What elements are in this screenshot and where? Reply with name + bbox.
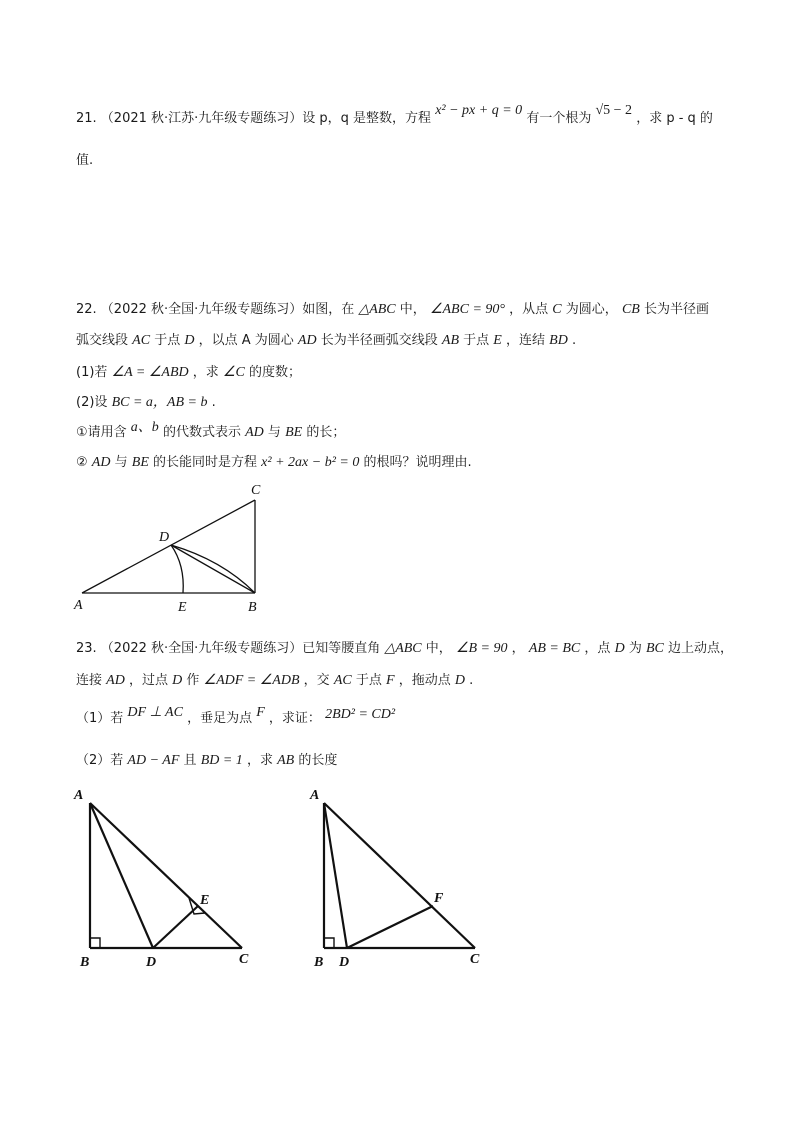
q23-fig2-label-d: D xyxy=(339,955,350,970)
q23-part1: （1）若 DF ⊥ AC ，垂足为点 F ，求证： 2BD² = CD² xyxy=(76,705,396,726)
q21-root: √5 − 2 xyxy=(595,103,633,118)
q22-label-b: B xyxy=(248,600,257,615)
q23-fig1-label-b: B xyxy=(80,955,90,970)
q23-fig2-label-b: B xyxy=(314,955,324,970)
q23-fig2-label-a: A xyxy=(310,788,320,803)
q22-part1: (1)若 ∠A = ∠ABD ，求 ∠C 的度数； xyxy=(76,365,301,380)
q23-fig1-label-c: C xyxy=(239,952,249,967)
q23-fig1-label-a: A xyxy=(74,788,84,803)
q23-line1: 23. （2022 秋·全国·九年级专题练习）已知等腰直角 △ABC 中， ∠B = 90 ， AB = BC ，点 D 为 BC 边上动点， xyxy=(76,641,734,656)
q22-label-c: C xyxy=(251,483,261,498)
q22-part2: (2)设 BC = a，AB = b . xyxy=(76,395,216,410)
q23-fig2-label-f: F xyxy=(434,891,444,906)
q22-line2: 弧交线段 AC 于点 D ，以点 A 为圆心 AD 长为半径画弧交线段 AB 于点 E ，连结 BD . xyxy=(76,333,577,348)
q22-line1: 22. （2022 秋·全国·九年级专题练习）如图，在 △ABC 中， ∠ABC = 90° ，从点 C 为圆心， CB 长为半径画 xyxy=(76,302,709,317)
q22-label-d: D xyxy=(159,530,170,545)
q22-label-a: A xyxy=(74,598,83,613)
q22-label-e: E xyxy=(178,600,187,615)
q21-equation: x² − px + q = 0 xyxy=(435,103,523,118)
q22-sub1: ①请用含 a、b 的代数式表示 AD 与 BE 的长； xyxy=(76,420,346,440)
q23-fig2-label-c: C xyxy=(470,952,480,967)
q22-side-ac xyxy=(82,500,255,593)
q21-line2: 值. xyxy=(76,153,94,168)
q23-line2: 连接 AD ，过点 D 作 ∠ADF = ∠ADB ，交 AC 于点 F ，拖动点 D . xyxy=(76,673,474,688)
q21-line1: 21. （2021 秋·江苏·九年级专题练习）设 p，q 是整数，方程 x² − px + q = 0 有一个根为 √5 − 2 ，求 p - q 的 xyxy=(76,103,713,126)
q23-part2: （2）若 AD − AF 且 BD = 1 ，求 AB 的长度 xyxy=(76,753,338,768)
q22-sub2: ② AD 与 BE 的长能同时是方程 x² + 2ax − b² = 0 的根吗？说明理由. xyxy=(76,455,472,470)
q23-fig1-label-d: D xyxy=(146,955,157,970)
q22-arc-de xyxy=(171,545,183,593)
q23-fig1-label-e: E xyxy=(200,893,210,908)
